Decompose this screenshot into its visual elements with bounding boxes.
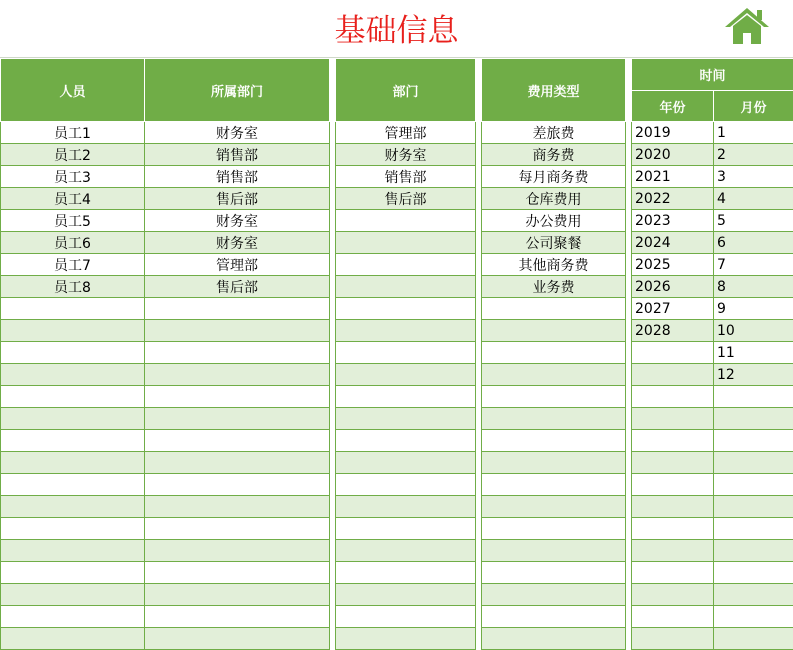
department-cell[interactable] (145, 474, 330, 496)
dept-cell[interactable] (336, 518, 476, 540)
expense-type-cell[interactable] (482, 364, 626, 386)
year-cell[interactable]: 2025 (632, 254, 714, 276)
expense-type-cell[interactable] (482, 320, 626, 342)
table-row (632, 584, 793, 606)
table-row (1, 518, 330, 540)
department-cell[interactable]: 管理部 (145, 254, 330, 276)
year-cell[interactable]: 2026 (632, 276, 714, 298)
month-cell[interactable] (714, 606, 793, 628)
dept-cell[interactable]: 售后部 (336, 188, 476, 210)
expense-type-cell[interactable]: 差旅费 (482, 122, 626, 144)
month-cell[interactable]: 10 (714, 320, 793, 342)
table-row (632, 232, 793, 254)
department-cell[interactable] (145, 584, 330, 606)
expense-type-cell[interactable]: 业务费 (482, 276, 626, 298)
expense-type-table (481, 58, 626, 650)
department-table (335, 58, 476, 650)
dept-cell[interactable] (336, 606, 476, 628)
year-cell[interactable]: 2021 (632, 166, 714, 188)
dept-cell[interactable] (336, 474, 476, 496)
dept-cell[interactable] (336, 452, 476, 474)
expense-type-cell[interactable] (482, 474, 626, 496)
header-dept[interactable]: 部门 (336, 59, 476, 122)
month-cell[interactable] (714, 408, 793, 430)
year-cell[interactable] (632, 606, 714, 628)
table-row (632, 254, 793, 276)
table-row (482, 540, 626, 562)
department-cell[interactable] (145, 342, 330, 364)
table-row (632, 452, 793, 474)
table-row (482, 628, 626, 650)
month-cell[interactable] (714, 496, 793, 518)
table-row (1, 430, 330, 452)
table-row (336, 166, 476, 188)
year-cell[interactable]: 2028 (632, 320, 714, 342)
year-cell[interactable] (632, 408, 714, 430)
year-cell[interactable] (632, 540, 714, 562)
table-row (482, 298, 626, 320)
table-row (632, 122, 793, 144)
table-row (632, 606, 793, 628)
expense-type-cell[interactable]: 商务费 (482, 144, 626, 166)
staff-cell[interactable]: 员工4 (1, 188, 145, 210)
department-cell[interactable]: 财务室 (145, 232, 330, 254)
table-row (632, 430, 793, 452)
table-row (336, 298, 476, 320)
year-cell[interactable] (632, 474, 714, 496)
table-row (336, 628, 476, 650)
department-cell[interactable] (145, 452, 330, 474)
year-cell[interactable] (632, 386, 714, 408)
staff-cell[interactable] (1, 540, 145, 562)
expense-type-cell[interactable] (482, 606, 626, 628)
department-cell[interactable] (145, 320, 330, 342)
month-cell[interactable]: 4 (714, 188, 793, 210)
department-cell[interactable]: 销售部 (145, 144, 330, 166)
table-row (336, 386, 476, 408)
dept-cell[interactable] (336, 342, 476, 364)
header-department[interactable]: 所属部门 (145, 59, 330, 122)
staff-cell[interactable]: 员工8 (1, 276, 145, 298)
expense-type-cell[interactable] (482, 540, 626, 562)
dept-cell[interactable] (336, 408, 476, 430)
dept-cell[interactable]: 管理部 (336, 122, 476, 144)
header-expense-type[interactable]: 费用类型 (482, 59, 626, 122)
expense-type-cell[interactable] (482, 496, 626, 518)
month-cell[interactable]: 11 (714, 342, 793, 364)
staff-cell[interactable] (1, 562, 145, 584)
table-row (632, 210, 793, 232)
department-cell[interactable] (145, 364, 330, 386)
table-row (482, 122, 626, 144)
header-month[interactable]: 月份 (714, 91, 793, 122)
staff-cell[interactable] (1, 386, 145, 408)
staff-cell[interactable] (1, 518, 145, 540)
table-row (632, 474, 793, 496)
table-row (632, 144, 793, 166)
dept-cell[interactable]: 销售部 (336, 166, 476, 188)
staff-cell[interactable]: 员工3 (1, 166, 145, 188)
table-row (1, 364, 330, 386)
table-row (336, 496, 476, 518)
staff-cell[interactable] (1, 430, 145, 452)
expense-type-cell[interactable]: 每月商务费 (482, 166, 626, 188)
department-cell[interactable] (145, 518, 330, 540)
table-row (336, 452, 476, 474)
time-table (631, 58, 793, 650)
table-row (482, 210, 626, 232)
year-cell[interactable]: 2020 (632, 144, 714, 166)
table-row (632, 496, 793, 518)
table-row (1, 474, 330, 496)
table-row (632, 518, 793, 540)
dept-cell[interactable] (336, 496, 476, 518)
table-row (336, 518, 476, 540)
dept-cell[interactable] (336, 540, 476, 562)
dept-cell[interactable] (336, 210, 476, 232)
table-row (336, 606, 476, 628)
table-row (1, 188, 330, 210)
month-cell[interactable]: 1 (714, 122, 793, 144)
expense-type-cell[interactable]: 仓库费用 (482, 188, 626, 210)
month-cell[interactable]: 6 (714, 232, 793, 254)
department-cell[interactable] (145, 628, 330, 650)
dept-cell[interactable] (336, 584, 476, 606)
expense-type-cell[interactable]: 其他商务费 (482, 254, 626, 276)
department-cell[interactable] (145, 298, 330, 320)
table-row (482, 518, 626, 540)
table-row (1, 254, 330, 276)
table-row (1, 276, 330, 298)
table-row (482, 474, 626, 496)
table-row (1, 298, 330, 320)
table-row (336, 540, 476, 562)
dept-cell[interactable] (336, 628, 476, 650)
table-row (482, 166, 626, 188)
dept-cell[interactable] (336, 254, 476, 276)
table-row (1, 166, 330, 188)
department-cell[interactable]: 财务室 (145, 122, 330, 144)
month-cell[interactable] (714, 540, 793, 562)
dept-cell[interactable] (336, 320, 476, 342)
table-row (632, 408, 793, 430)
table-row (336, 364, 476, 386)
month-cell[interactable] (714, 628, 793, 650)
year-cell[interactable]: 2019 (632, 122, 714, 144)
staff-cell[interactable]: 员工6 (1, 232, 145, 254)
expense-type-cell[interactable] (482, 562, 626, 584)
table-row (482, 232, 626, 254)
table-row (336, 320, 476, 342)
table-row (632, 386, 793, 408)
table-row (1, 232, 330, 254)
table-row (1, 606, 330, 628)
month-cell[interactable]: 12 (714, 364, 793, 386)
department-cell[interactable]: 财务室 (145, 210, 330, 232)
year-cell[interactable]: 2024 (632, 232, 714, 254)
year-cell[interactable] (632, 452, 714, 474)
table-row (1, 562, 330, 584)
table-row (1, 122, 330, 144)
table-row (1, 144, 330, 166)
dept-cell[interactable] (336, 232, 476, 254)
table-row (336, 122, 476, 144)
month-cell[interactable]: 3 (714, 166, 793, 188)
staff-cell[interactable] (1, 628, 145, 650)
dept-cell[interactable]: 财务室 (336, 144, 476, 166)
expense-type-cell[interactable] (482, 518, 626, 540)
staff-cell[interactable] (1, 298, 145, 320)
year-cell[interactable]: 2023 (632, 210, 714, 232)
month-cell[interactable]: 9 (714, 298, 793, 320)
table-row (632, 628, 793, 650)
department-cell[interactable] (145, 540, 330, 562)
month-cell[interactable] (714, 474, 793, 496)
table-row (336, 562, 476, 584)
table-row (632, 276, 793, 298)
table-row (1, 452, 330, 474)
expense-type-cell[interactable] (482, 452, 626, 474)
expense-type-cell[interactable] (482, 584, 626, 606)
staff-cell[interactable] (1, 452, 145, 474)
department-cell[interactable] (145, 386, 330, 408)
table-row (336, 408, 476, 430)
year-cell[interactable] (632, 430, 714, 452)
table-row (1, 496, 330, 518)
dept-cell[interactable] (336, 430, 476, 452)
year-cell[interactable] (632, 342, 714, 364)
dept-cell[interactable] (336, 364, 476, 386)
table-row (336, 430, 476, 452)
table-row (632, 166, 793, 188)
staff-cell[interactable] (1, 320, 145, 342)
header-time[interactable]: 时间 (632, 59, 793, 91)
home-button[interactable] (722, 5, 772, 47)
table-row (482, 430, 626, 452)
dept-cell[interactable] (336, 386, 476, 408)
header-year[interactable]: 年份 (632, 91, 714, 122)
table-row (336, 474, 476, 496)
year-cell[interactable] (632, 496, 714, 518)
staff-cell[interactable]: 员工5 (1, 210, 145, 232)
table-row (336, 144, 476, 166)
table-row (1, 386, 330, 408)
month-cell[interactable]: 2 (714, 144, 793, 166)
year-cell[interactable] (632, 518, 714, 540)
table-row (632, 342, 793, 364)
table-row (482, 188, 626, 210)
dept-cell[interactable] (336, 276, 476, 298)
table-row (482, 452, 626, 474)
table-row (482, 254, 626, 276)
table-row (482, 276, 626, 298)
month-cell[interactable]: 8 (714, 276, 793, 298)
month-cell[interactable] (714, 562, 793, 584)
table-row (632, 562, 793, 584)
expense-type-cell[interactable] (482, 628, 626, 650)
expense-type-cell[interactable] (482, 408, 626, 430)
table-row (482, 342, 626, 364)
staff-cell[interactable] (1, 364, 145, 386)
table-row (336, 276, 476, 298)
staff-cell[interactable] (1, 496, 145, 518)
year-cell[interactable]: 2022 (632, 188, 714, 210)
year-cell[interactable] (632, 628, 714, 650)
expense-type-cell[interactable] (482, 298, 626, 320)
table-row (336, 254, 476, 276)
home-icon (722, 5, 772, 47)
month-cell[interactable] (714, 452, 793, 474)
month-cell[interactable] (714, 584, 793, 606)
dept-cell[interactable] (336, 298, 476, 320)
department-cell[interactable] (145, 496, 330, 518)
table-row (482, 606, 626, 628)
table-row (482, 144, 626, 166)
table-row (632, 188, 793, 210)
table-row (1, 408, 330, 430)
expense-type-cell[interactable] (482, 386, 626, 408)
staff-table (0, 58, 330, 650)
department-cell[interactable] (145, 606, 330, 628)
department-cell[interactable]: 售后部 (145, 188, 330, 210)
table-row (1, 320, 330, 342)
month-cell[interactable] (714, 518, 793, 540)
department-cell[interactable] (145, 562, 330, 584)
table-row (1, 584, 330, 606)
expense-type-cell[interactable]: 办公费用 (482, 210, 626, 232)
staff-cell[interactable] (1, 606, 145, 628)
department-cell[interactable] (145, 430, 330, 452)
department-cell[interactable]: 售后部 (145, 276, 330, 298)
staff-cell[interactable] (1, 584, 145, 606)
month-cell[interactable]: 7 (714, 254, 793, 276)
year-cell[interactable]: 2027 (632, 298, 714, 320)
header-staff[interactable]: 人员 (1, 59, 145, 122)
table-row (482, 584, 626, 606)
page-title: 基础信息 (334, 13, 459, 49)
table-row (1, 540, 330, 562)
table-row (482, 408, 626, 430)
table-row (336, 232, 476, 254)
department-cell[interactable]: 销售部 (145, 166, 330, 188)
year-cell[interactable] (632, 562, 714, 584)
month-cell[interactable] (714, 430, 793, 452)
staff-cell[interactable]: 员工1 (1, 122, 145, 144)
table-row (1, 342, 330, 364)
table-row (632, 364, 793, 386)
table-row (1, 628, 330, 650)
table-row (632, 298, 793, 320)
table-row (336, 188, 476, 210)
table-row (482, 320, 626, 342)
department-cell[interactable] (145, 408, 330, 430)
staff-cell[interactable] (1, 474, 145, 496)
month-cell[interactable]: 5 (714, 210, 793, 232)
expense-type-cell[interactable]: 公司聚餐 (482, 232, 626, 254)
staff-cell[interactable]: 员工2 (1, 144, 145, 166)
table-row (632, 540, 793, 562)
table-row (336, 342, 476, 364)
table-row (482, 496, 626, 518)
year-cell[interactable] (632, 584, 714, 606)
table-row (632, 320, 793, 342)
staff-cell[interactable] (1, 342, 145, 364)
staff-cell[interactable]: 员工7 (1, 254, 145, 276)
dept-cell[interactable] (336, 562, 476, 584)
staff-cell[interactable] (1, 408, 145, 430)
year-cell[interactable] (632, 364, 714, 386)
table-row (336, 210, 476, 232)
table-row (336, 584, 476, 606)
month-cell[interactable] (714, 386, 793, 408)
table-row (482, 562, 626, 584)
table-row (482, 364, 626, 386)
expense-type-cell[interactable] (482, 430, 626, 452)
expense-type-cell[interactable] (482, 342, 626, 364)
table-row (1, 210, 330, 232)
table-row (482, 386, 626, 408)
